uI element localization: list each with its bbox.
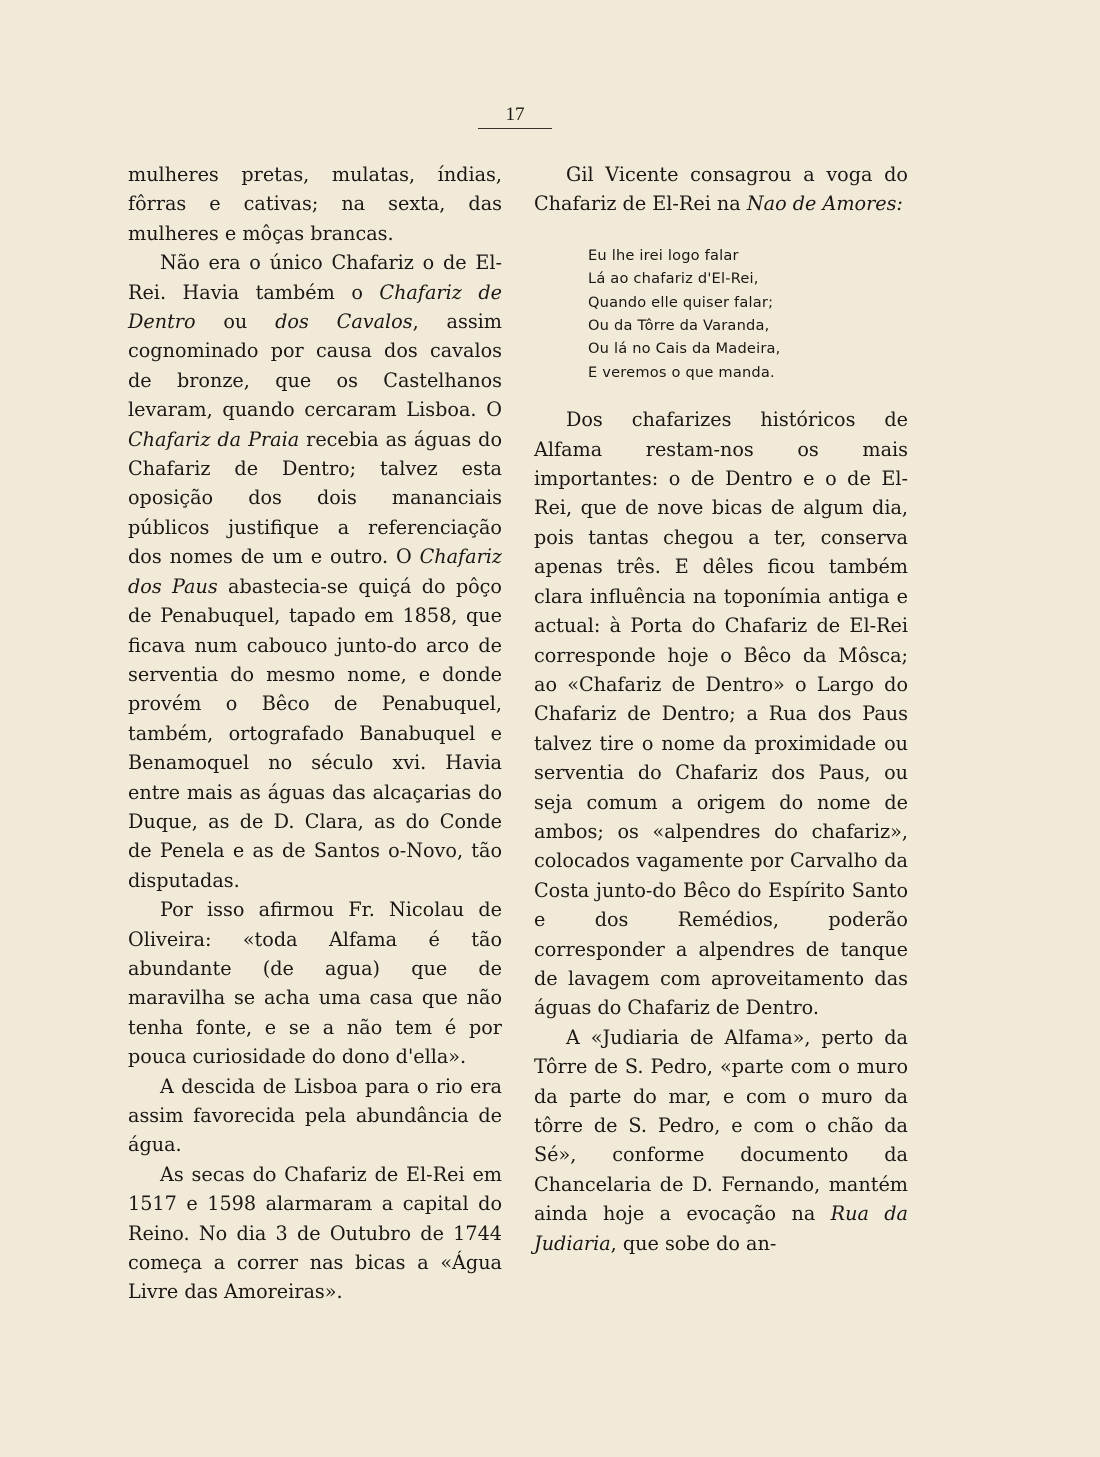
paragraph	[128, 160, 502, 248]
poem-line: Lá ao chafariz d'El-Rei,	[588, 270, 759, 288]
poem-quote	[588, 244, 908, 384]
paragraph	[128, 895, 502, 1071]
italic-text: dos Cavalos	[275, 310, 413, 334]
paragraph	[534, 160, 908, 219]
right-column	[534, 160, 908, 1258]
text-run: mulheres pretas, mulatas, índias, fôrras e cativas; na sexta, das mulheres e môças brancas.	[128, 163, 502, 245]
paragraph	[128, 1072, 502, 1160]
poem-line: E veremos o que manda.	[588, 363, 775, 381]
poem-line: Ou da Tôrre da Varanda,	[588, 317, 770, 335]
text-run: ou	[195, 310, 276, 334]
paragraph	[534, 1023, 908, 1258]
text-run: , que sobe do an-	[610, 1231, 777, 1255]
text-run: recebia as águas do Chafariz de Dentro; talvez esta oposição dos dois mananciais públicos justifique a referenciação dos nomes de um e outro. O	[128, 427, 502, 569]
poem-line: Quando elle quiser falar;	[588, 293, 774, 311]
paragraph	[128, 248, 502, 895]
italic-text: Rua da Judiaria	[534, 1202, 908, 1255]
text-run: Gil Vicente consagrou a voga do Chafariz de El-Rei na	[534, 163, 908, 216]
text-run: A «Judiaria de Alfama», perto da Tôrre de S. Pedro, «parte com o muro da parte do mar, e com o muro da tôrre de S. Pedro, e com o chão da Sé», conforme documento da Chancelaria de D. Fernando, mantém ainda hoje a evocação na	[534, 1025, 908, 1226]
text-run: Dos chafarizes históricos de Alfama restam-nos os mais importantes: o de Dentro e o de El-Rei, que de nove bicas de algum dia, pois tantas chegou a ter, conserva apenas três. E dêles ficou também clara influência na toponímia antiga e actual: à Porta do Chafariz de El-Rei corresponde hoje o Bêco da Môsca; ao «Chafariz de Dentro» o Largo do Chafariz de Dentro; a Rua dos Paus talvez tire o nome da proximidade ou serventia do Chafariz dos Paus, ou seja comum a origem do nome de ambos; os «alpendres do chafariz», colocados vagamente por Carvalho da Costa junto-do Bêco do Espírito Santo e dos Remédios, poderão corresponder a alpendres de tanque de lavagem com aproveitamento das águas do Chafariz de Dentro.	[534, 408, 908, 1020]
text-run: abastecia-se quiçá do pôço de Penabuquel, tapado em 1858, que ficava num cabouco junto-do arco de serventia do mesmo nome, e donde provém o Bêco de Penabuquel, também, ortografado Banabuquel e Benamoquel no século xvi. Havia entre mais as águas das alcaçarias do Duque, as de D. Clara, as do Conde de Penela e as de Santos o-Novo, tão disputadas.	[128, 574, 502, 892]
page-number: 17	[478, 102, 552, 129]
paragraph	[128, 1160, 502, 1307]
text-run: A descida de Lisboa para o rio era assim favorecida pela abundância de água.	[128, 1074, 502, 1157]
poem-line: Eu lhe irei logo falar	[588, 246, 739, 264]
poem-line: Ou lá no Cais da Madeira,	[588, 340, 781, 358]
italic-text: Nao de Amores:	[746, 192, 903, 216]
text-run: As secas do Chafariz de El-Rei em 1517 e 1598 alarmaram a capital do Reino. No dia 3 de Outubro de 1744 começa a correr nas bicas a «Água Livre das Amoreiras».	[128, 1162, 502, 1304]
text-run: , assim cognominado por causa dos cavalos de bronze, que os Castelhanos levaram, quando cercaram Lisboa. O	[128, 310, 502, 422]
paragraph	[534, 405, 908, 1023]
text-run: Não era o único Chafariz o de El-Rei. Havia também o	[128, 251, 502, 304]
italic-text: Chafariz dos Paus	[128, 545, 502, 598]
left-column	[128, 160, 502, 1307]
text-run: Por isso afirmou Fr. Nicolau de Oliveira: «toda Alfama é tão abundante (de agua) que de maravilha se acha uma casa que não tenha fonte, e se a não tem é por pouca curiosidade do dono d'ella».	[128, 898, 502, 1069]
italic-text: Chafariz de Dentro	[128, 280, 502, 334]
italic-text: Chafariz da Praia	[128, 427, 300, 451]
